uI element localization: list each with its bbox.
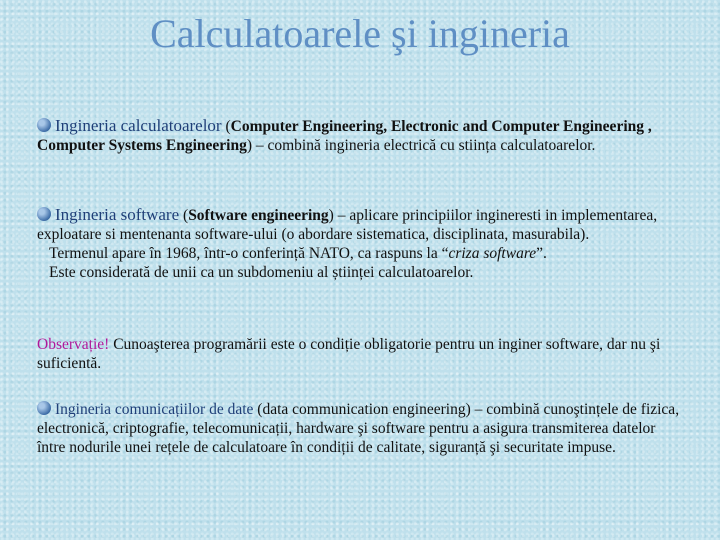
bullet-icon [37,207,51,221]
software-subdomain-line: Este considerată de unii ca un subdomeniu al științei calculatoarelor. [49,264,474,281]
text-data-communication: (data communication engineering) – combină cunoştințele de fizica, electronică, criptografie, telecomunicații, hardware şi software pentru a asigura transmiterea datelor între nodurile unei rețele de calculatoare în condiții de calitate, siguranță şi securitate impuse. [37,401,680,456]
origin-text: Termenul apare în 1968, într-o conferință NATO, ca raspuns la “ [49,245,449,262]
paren-close: ) [328,207,334,224]
bullet-icon [37,118,51,132]
text-software-engineering: – aplicare principiilor ingineresti in implementarea, exploatare si mentenanta software-ului (o abordare sistematica, disciplinata, masurabila). [37,207,658,243]
text-computer-engineering: – combină ingineria electrică cu stiința calculatoarelor. [252,137,596,154]
paragraph-computer-engineering [37,116,687,155]
heading-data-communication: Ingineria comunicațiilor de date [55,401,254,418]
paragraph-observation [37,335,687,373]
slide-title: Calculatoarele şi ingineria [150,11,570,56]
paragraph-data-communication [37,400,687,457]
software-origin-line [37,244,687,263]
origin-italic: criza software [448,245,537,262]
terms-computer-engineering: Computer Engineering, Electronic and Computer Engineering , Computer Systems Engineering [37,118,652,154]
observation-label: Observație! [37,336,110,353]
paragraph-software-engineering [37,205,687,282]
paren-open: ( [221,118,231,135]
heading-computer-engineering: Ingineria calculatoarelor [55,116,222,135]
paren-close: ) [246,137,252,154]
bullet-icon [37,401,51,415]
observation-text: Cunoaşterea programării este o condiție obligatorie pentru un inginer software, dar nu şi suficientă. [37,336,661,372]
heading-software-engineering: Ingineria software [55,205,180,224]
origin-close: ”. [536,245,547,262]
paren-open: ( [179,207,189,224]
term-software-engineering: Software engineering [188,207,329,224]
